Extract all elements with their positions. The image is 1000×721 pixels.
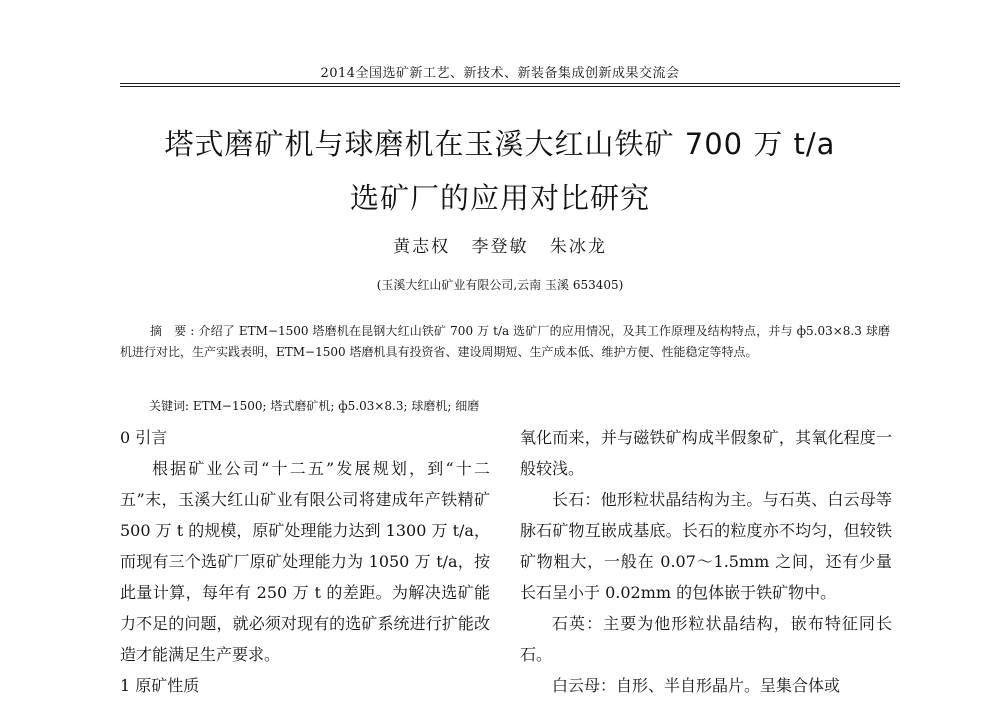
section-heading-introduction: 0 引言 [120,428,168,447]
body-column-left [120,422,490,701]
affiliation: (玉溪大红山矿业有限公司,云南 玉溪 653405) [376,278,624,292]
paper-title-line-1: 塔式磨矿机与球磨机在玉溪大红山铁矿 700 万 t/a [164,127,836,161]
paragraph-muscovite: 白云母：自形、半自形晶片。呈集合体或 [552,676,841,695]
abstract [120,321,890,363]
keywords-text: ETM−1500; 塔式磨矿机; ф5.03×8.3; 球磨机; 细磨 [192,399,480,413]
paper-title-line-2: 选矿厂的应用对比研究 [349,181,650,215]
authors: 黄志权 李登敏 朱冰龙 [393,237,607,257]
section-heading-ore-properties: 1 原矿性质 [120,676,200,695]
abstract-label: 摘 要: [150,324,199,338]
paragraph-quartz: 石英：主要为他形粒状晶结构，嵌布特征同长石。 [520,614,892,664]
keywords-label: 关键词: [149,399,190,413]
body-column-right [520,422,892,701]
paragraph-continuation: 氧化而来，并与磁铁矿构成半假象矿，其氧化程度一般较浅。 [520,428,892,478]
header-rule [120,83,900,84]
header-rule-double [120,86,900,87]
running-header: 2014全国选矿新工艺、新技术、新装备集成创新成果交流会 [320,66,680,81]
abstract-text: 介绍了 ETM−1500 塔磨机在昆钢大红山铁矿 700 万 t/a 选矿厂的应用情况，及其工作原理及结构特点，并与 ф5.03×8.3 球磨机进行对比，生产实践表明，ETM−1500 塔磨机具有投资省、建设周期短、生产成本低、维护方便、性能稳定等特点。 [120,324,891,359]
keywords [149,397,889,415]
paragraph-feldspar: 长石：他形粒状晶结构为主。与石英、白云母等脉石矿物互嵌成基底。长石的粒度亦不均匀，但较铁矿物粗大，一般在 0.07～1.5mm 之间，还有少量长石呈小于 0.02mm 的包体嵌于铁矿物中。 [520,490,892,602]
paragraph-introduction: 根据矿业公司“十二五”发展规划，到“十二五”末，玉溪大红山矿业有限公司将建成年产铁精矿 500 万 t 的规模，原矿处理能力达到 1300 万 t/a，而现有三个选矿厂原矿处理能力为 1050 万 t/a，按此量计算，每年有 250 万 t 的差距。为解决选矿能力不足的问题，就必须对现有的选矿系统进行扩能改造才能满足生产要求。 [120,459,490,664]
